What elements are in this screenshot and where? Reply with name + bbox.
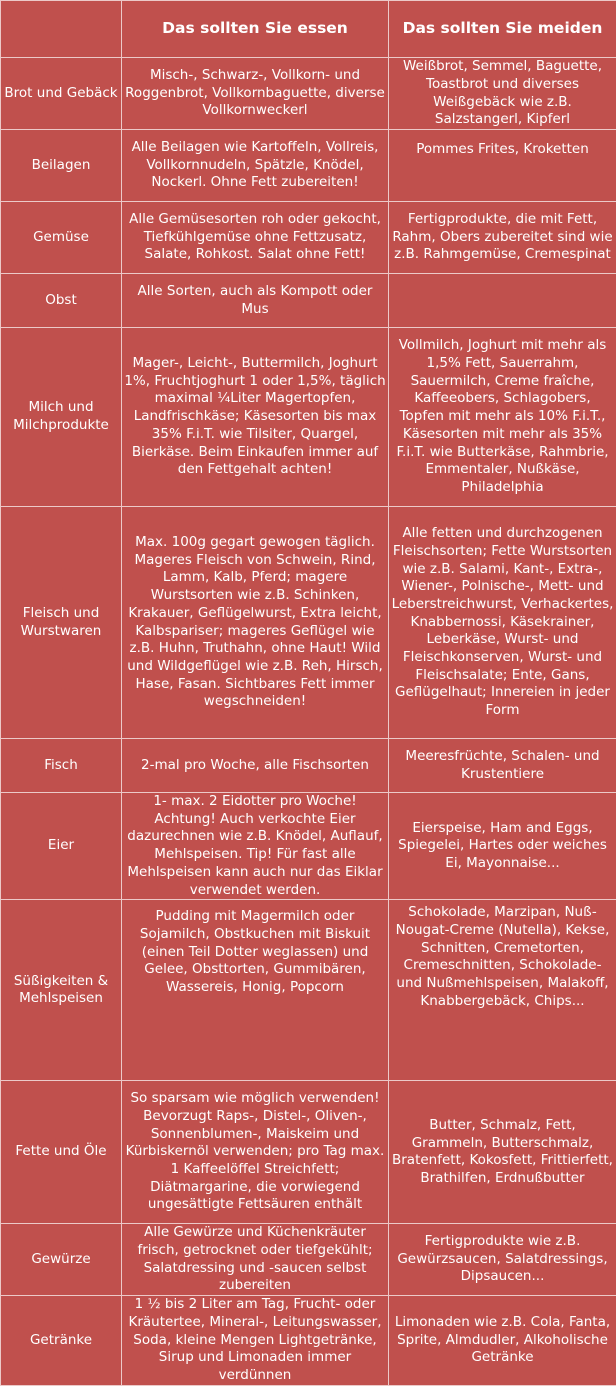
table-row [1, 58, 616, 130]
table-row [1, 1224, 616, 1296]
category-cell: Eier [1, 793, 122, 900]
avoid-cell: Meeresfrüchte, Schalen- und Krustentiere [389, 739, 616, 793]
avoid-cell: Butter, Schmalz, Fett, Grammeln, Butterschmalz, Bratenfett, Kokosfett, Frittierfett, Brathilfen, Erdnußbutter [389, 1081, 616, 1224]
category-cell: Fette und Öle [1, 1081, 122, 1224]
avoid-cell: Vollmilch, Joghurt mit mehr als 1,5% Fett, Sauerrahm, Sauermilch, Creme fraîche, Kaffeeobers, Schlagobers, Topfen mit mehr als 10% F.i.T., Käsesorten mit mehr als 35% F.i.T. wie Butterkäse, Rahmbrie, Emmentaler, Nußkäse, Philadelphia [389, 328, 616, 507]
eat-cell: Mager-, Leicht-, Buttermilch, Joghurt 1%, Fruchtjoghurt 1 oder 1,5%, täglich maximal ¼Liter Magertopfen, Landfrischkäse; Käsesorten bis max 35% F.i.T. wie Tilsiter, Quargel, Bierkäse. Beim Einkaufen immer auf den Fettgehalt achten! [122, 328, 389, 507]
header-avoid: Das sollten Sie meiden [389, 1, 616, 58]
eat-cell: Alle Gewürze und Küchenkräuter frisch, getrocknet oder tiefgekühlt; Salatdressing und -saucen selbst zubereiten [122, 1224, 389, 1296]
header-row [1, 1, 616, 58]
avoid-cell: Fertigprodukte wie z.B. Gewürzsaucen, Salatdressings, Dipsaucen... [389, 1224, 616, 1296]
category-cell: Gemüse [1, 202, 122, 274]
eat-cell: Alle Beilagen wie Kartoffeln, Vollreis, Vollkornnudeln, Spätzle, Knödel, Nockerl. Ohne Fett zubereiten! [122, 130, 389, 202]
avoid-cell: Pommes Frites, Kroketten [389, 130, 616, 202]
eat-cell: Max. 100g gegart gewogen täglich. Mageres Fleisch von Schwein, Rind, Lamm, Kalb, Pferd; magere Wurstsorten wie z.B. Schinken, Krakauer, Geflügelwurst, Extra leicht, Kalbspariser; mageres Geflügel wie z.B. Huhn, Truthahn, ohne Haut! Wild und Wildgeflügel wie z.B. Reh, Hirsch, Hase, Fasan. Sichtbares Fett immer wegschneiden! [122, 507, 389, 739]
category-cell: Gewürze [1, 1224, 122, 1296]
eat-cell: So sparsam wie möglich verwenden! Bevorzugt Raps-, Distel-, Oliven-, Sonnenblumen-, Maiskeim und Kürbiskernöl verwenden; pro Tag max. 1 Kaffeelöffel Streichfett; Diätmargarine, die vorwiegend ungesättigte Fettsäuren enthält [122, 1081, 389, 1224]
category-cell: Fleisch und Wurstwaren [1, 507, 122, 739]
category-cell: Getränke [1, 1296, 122, 1386]
category-cell: Beilagen [1, 130, 122, 202]
table-row [1, 274, 616, 328]
eat-cell: Alle Gemüsesorten roh oder gekocht, Tiefkühlgemüse ohne Fettzusatz, Salate, Rohkost. Salat ohne Fett! [122, 202, 389, 274]
table-row [1, 739, 616, 793]
eat-cell: Pudding mit Magermilch oder Sojamilch, Obstkuchen mit Biskuit (einen Teil Dotter weglassen) und Gelee, Obsttorten, Gummibären, Wassereis, Honig, Popcorn [122, 900, 389, 1081]
eat-cell: Alle Sorten, auch als Kompott oder Mus [122, 274, 389, 328]
table-row [1, 202, 616, 274]
header-corner-cell [1, 1, 122, 58]
header-eat: Das sollten Sie essen [122, 1, 389, 58]
avoid-cell: Limonaden wie z.B. Cola, Fanta, Sprite, Almdudler, Alkoholische Getränke [389, 1296, 616, 1386]
category-cell: Süßigkeiten & Mehlspeisen [1, 900, 122, 1081]
table-row [1, 793, 616, 900]
table-row [1, 130, 616, 202]
eat-cell: Misch-, Schwarz-, Vollkorn- und Roggenbrot, Vollkornbaguette, diverse Vollkornweckerl [122, 58, 389, 130]
table-row [1, 1081, 616, 1224]
avoid-cell: Fertigprodukte, die mit Fett, Rahm, Obers zubereitet sind wie z.B. Rahmgemüse, Cremespinat [389, 202, 616, 274]
avoid-cell [389, 274, 616, 328]
table-row [1, 328, 616, 507]
eat-cell: 1- max. 2 Eidotter pro Woche! Achtung! Auch verkochte Eier dazurechnen wie z.B. Knödel, Auflauf, Mehlspeisen. Tip! Für fast alle Mehlspeisen kann auch nur das Eiklar verwendet werden. [122, 793, 389, 900]
eat-cell: 2-mal pro Woche, alle Fischsorten [122, 739, 389, 793]
category-cell: Brot und Gebäck [1, 58, 122, 130]
category-cell: Obst [1, 274, 122, 328]
avoid-cell: Eierspeise, Ham and Eggs, Spiegelei, Hartes oder weiches Ei, Mayonnaise... [389, 793, 616, 900]
table-row [1, 1296, 616, 1386]
eat-cell: 1 ½ bis 2 Liter am Tag, Frucht- oder Kräutertee, Mineral-, Leitungswasser, Soda, kleine Mengen Lightgetränke, Sirup und Limonaden immer verdünnen [122, 1296, 389, 1386]
avoid-cell: Weißbrot, Semmel, Baguette, Toastbrot und diverses Weißgebäck wie z.B. Salzstangerl, Kipferl [389, 58, 616, 130]
category-cell: Fisch [1, 739, 122, 793]
avoid-cell: Schokolade, Marzipan, Nuß-Nougat-Creme (Nutella), Kekse, Schnitten, Cremetorten, Cremeschnitten, Schokolade- und Nußmehlspeisen, Malakoff, Knabbergebäck, Chips... [389, 900, 616, 1081]
table-row [1, 507, 616, 739]
avoid-cell: Alle fetten und durchzogenen Fleischsorten; Fette Wurstsorten wie z.B. Salami, Kant-, Extra-, Wiener-, Polnische-, Mett- und Leberstreichwurst, Verhackertes, Knabbernossi, Käsekrainer, Leberkäse, Wurst- und Fleischkonserven, Wurst- und Fleischsalate; Ente, Gans, Geflügelhaut; Innereien in jeder Form [389, 507, 616, 739]
table-row [1, 900, 616, 1081]
category-cell: Milch und Milchprodukte [1, 328, 122, 507]
